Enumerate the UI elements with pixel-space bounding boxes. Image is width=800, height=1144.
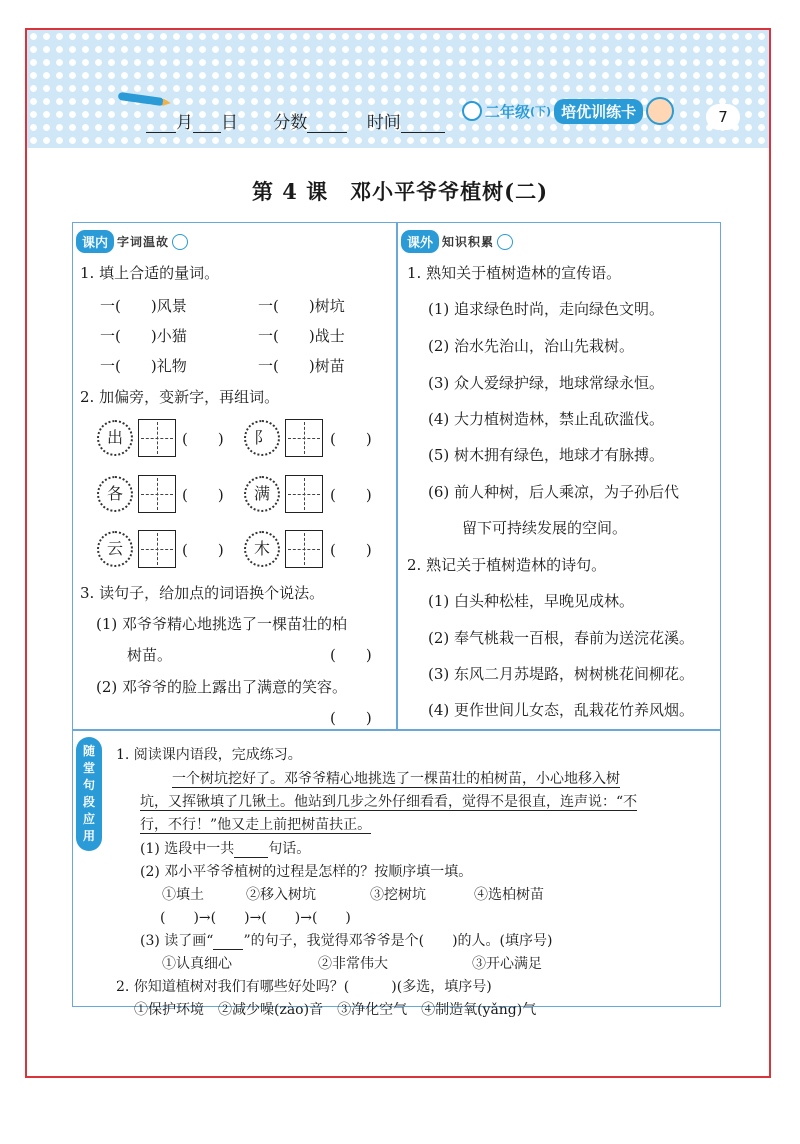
slogan-item: (3) 众人爱绿护绿，地球常绿永恒。 [428,374,665,392]
right-q2: 2. 熟记关于植树造林的诗句。 [407,556,607,574]
day-label: 日 [221,113,238,133]
poem-item: (2) 奉气桃栽一百根，春前为送浣花溪。 [428,629,695,647]
vtag-char: 句 [82,778,95,792]
badge-icon [172,234,188,250]
answer-line[interactable] [213,935,243,950]
answer-blank: ( ) [330,646,372,664]
left-q3: 3. 读句子，给加点的词语换个说法。 [80,584,325,602]
sub-q3-tail: ”的句子，我觉得邓爷爷是个( )的人。(填序号) [243,933,553,949]
answer-blank: ( ) [330,709,372,727]
right-tag [401,230,513,253]
sentence-1b: 树苗。 [127,646,173,664]
measure-2b: 一( )战士 [258,327,345,345]
measure-1b: 一( )树坑 [258,297,345,315]
vtag-char: 用 [82,829,95,843]
score-label: 分数 [273,113,308,133]
term-label: (下) [530,105,552,118]
grade-label: 二年级 [485,102,531,121]
bottom-q1: 1. 阅读课内语段，完成练习。 [116,747,302,763]
passage-text: 行，不行！”他又走上前把树苗扶正。 [140,817,372,833]
left-q1: 1. 填上合适的量词。 [80,264,220,282]
passage-text: 一个树坑挖好了。邓爷爷精心地挑选了一棵苗壮的柏树苗，小心地移入树 [172,771,620,787]
passage-line-1 [172,768,620,788]
passage-line-2 [140,791,637,811]
char-bubble: 各 [97,476,133,512]
answer-line[interactable] [234,843,268,858]
header-fields [146,108,445,133]
sub-q1-tail: 句话。 [268,841,311,857]
char-bubble: 出 [97,420,133,456]
char-bubble: 阝 [244,420,280,456]
paren-blank: ( ) [182,486,224,504]
write-grid [285,419,323,457]
sentence-2: (2) 邓爷爷的脸上露出了满意的笑容。 [96,678,348,696]
right-tag-pill: 课外 [401,230,439,253]
paren-blank: ( ) [182,541,224,559]
right-q1: 1. 熟知关于植树造林的宣传语。 [407,264,622,282]
vtag-char: 应 [82,812,95,826]
char-bubble: 木 [244,531,280,567]
measure-2a: 一( )小猫 [100,327,187,345]
paren-blank: ( ) [330,541,372,559]
paren-blank: ( ) [182,430,224,448]
write-grid [285,475,323,513]
slogan-item: (4) 大力植树造林，禁止乱砍滥伐。 [428,410,665,428]
left-tag-pill: 课内 [76,230,114,253]
write-grid [138,475,176,513]
time-label: 时间 [366,113,401,133]
bottom-q2: 2. 你知道植树对我们有哪些好处吗？( )(多选，填序号) [116,979,492,995]
write-grid [138,419,176,457]
vtag-char: 堂 [82,761,95,775]
sub-q1 [140,838,310,858]
slogan-item: (2) 治水先治山，治山先栽树。 [428,337,635,355]
trait-option: ②非常伟大 [318,956,388,972]
clock-icon [462,101,482,121]
slogan-item: (6) 前人种树，后人乘凉，为子孙后代 [428,483,680,501]
lesson-title: 第 4 课 邓小平爷爷植树(二) [251,179,549,204]
vtag-char: 随 [82,744,95,758]
measure-1a: 一( )风景 [100,297,187,315]
slogan-item: (5) 树木拥有绿色，地球才有脉搏。 [428,446,665,464]
sub-q3 [140,930,552,950]
sentence-1a: (1) 邓爷爷精心地挑选了一棵苗壮的柏 [96,615,348,633]
step-option: ②移入树坑 [246,887,316,903]
step-option: ④选柏树苗 [474,887,544,903]
left-tag [76,230,188,253]
left-tag-sub: 字词温故 [117,235,170,249]
passage-line-3 [140,814,371,834]
step-option: ③挖树坑 [370,887,426,903]
char-bubble: 满 [244,476,280,512]
step-option: ①填土 [162,887,204,903]
book-brand [462,96,674,126]
trait-option: ③开心满足 [472,956,542,972]
measure-3a: 一( )礼物 [100,357,187,375]
badge-icon [497,234,513,250]
poem-item: (1) 白头种松桂，早晚见成林。 [428,592,635,610]
paren-blank: ( ) [330,430,372,448]
poem-item: (4) 更作世间儿女态，乱栽花竹养风烟。 [428,701,695,719]
page-number: 7 [706,104,740,130]
vertical-tag [76,737,102,851]
order-blanks: ( )→( )→( )→( ) [160,910,351,926]
sub-q1-text: (1) 选段中一共 [140,841,235,857]
benefit-options: ①保护环境 ②减少噪(zào)音 ③净化空气 ④制造氧(yǎng)气 [134,1002,537,1018]
write-grid [138,530,176,568]
kid-icon [646,97,674,125]
poem-item: (3) 东风二月苏堤路，树树桃花间柳花。 [428,665,695,683]
slogan-item: 留下可持续发展的空间。 [462,519,628,537]
measure-3b: 一( )树苗 [258,357,345,375]
sub-q3-text: (3) 读了画“ [140,933,214,949]
trait-option: ①认真细心 [162,956,232,972]
write-grid [285,530,323,568]
right-tag-sub: 知识积累 [442,235,495,249]
left-q2: 2. 加偏旁，变新字，再组词。 [80,388,280,406]
char-bubble: 云 [97,531,133,567]
book-title: 培优训练卡 [554,99,643,124]
slogan-item: (1) 追求绿色时尚，走向绿色文明。 [428,300,665,318]
sub-q2: (2) 邓小平爷爷植树的过程是怎样的？按顺序填一填。 [140,864,473,880]
month-label: 月 [176,113,193,133]
vtag-char: 段 [82,795,95,809]
passage-text: 坑，又挥锹填了几锹土。他站到几步之外仔细看看，觉得不是很直，连声说：“不 [140,794,638,810]
paren-blank: ( ) [330,486,372,504]
